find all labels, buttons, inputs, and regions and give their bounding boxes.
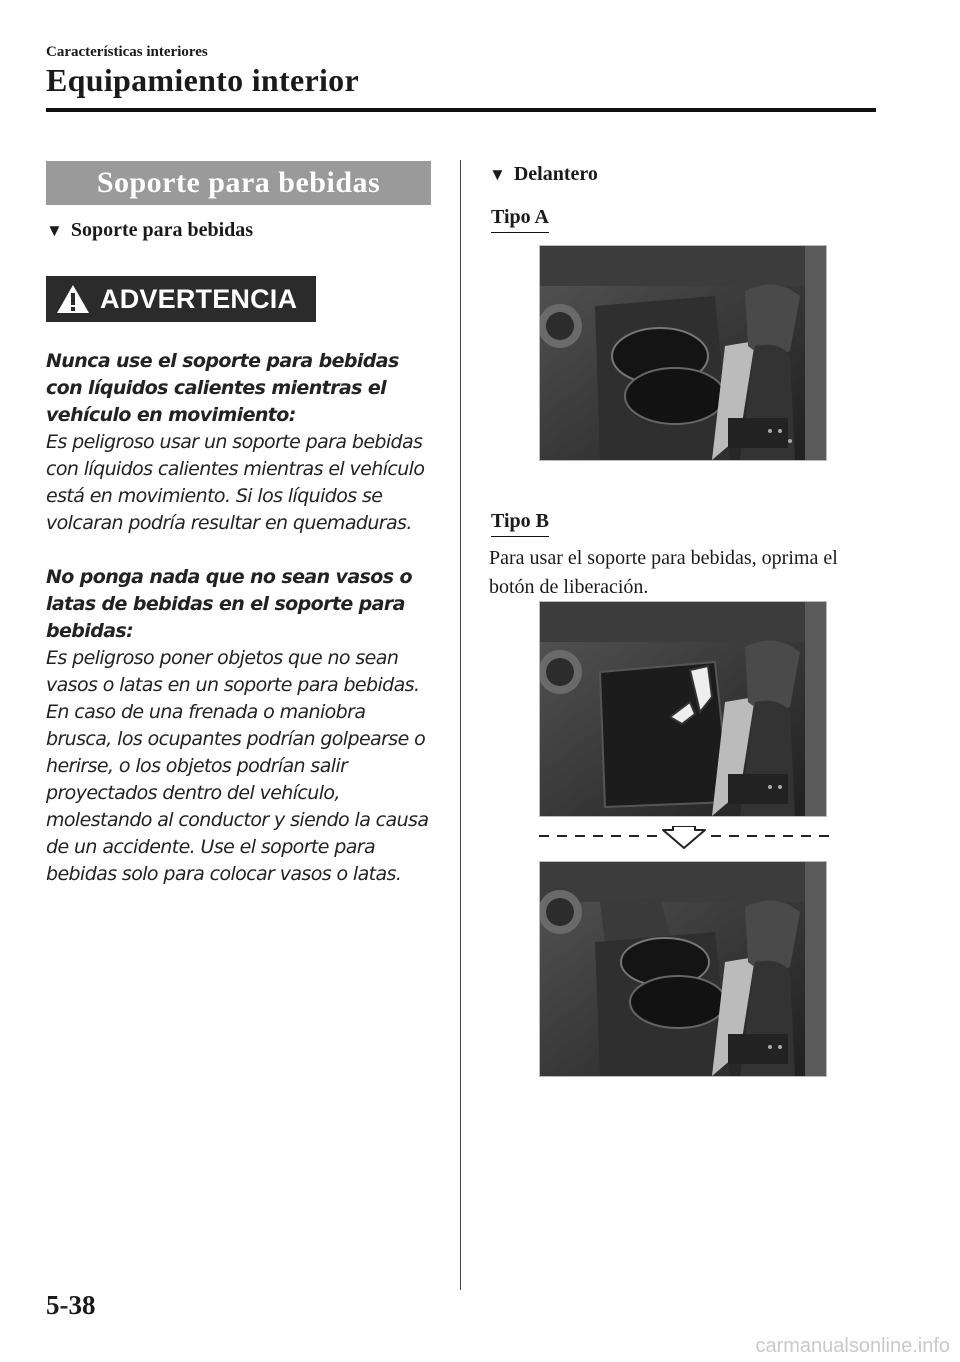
warning-label: ADVERTENCIA (100, 283, 298, 314)
watermark: carmanualsonline.info (755, 1335, 950, 1357)
triangle-down-icon: ▼ (489, 164, 506, 184)
cup-holder-photo-type-b-closed (539, 601, 827, 817)
dashed-separator (539, 826, 829, 852)
warning-title: No ponga nada que no sean vasos o latas de bebidas en el soporte para bebidas: (46, 566, 412, 642)
subheading-label: Delantero (513, 163, 598, 185)
subheading-front (489, 163, 598, 186)
warning-block-1 (46, 348, 436, 537)
page-number: 5-38 (46, 1290, 96, 1320)
type-a-label: Tipo A (491, 206, 549, 233)
subheading-label: Soporte para bebidas (70, 219, 254, 241)
header-rule (46, 108, 876, 112)
type-b-label: Tipo B (491, 510, 549, 537)
cup-holder-photo-type-b-open (539, 861, 827, 1077)
warning-title: Nunca use el soporte para bebidas con líquidos calientes mientras el vehículo en movimiento: (46, 350, 399, 426)
subheading-cup-holder (46, 219, 253, 242)
column-divider (460, 160, 461, 1290)
warning-body: Es peligroso poner objetos que no sean vasos o latas en un soporte para bebidas. En caso de una frenada o maniobra brusca, los ocupantes podrían golpearse o herirse, o los objetos podrían salir proyectados dentro del vehículo, molestando al conductor y siendo la causa de un accidente. Use el soporte para bebidas solo para colocar vasos o latas. (46, 647, 429, 885)
chapter-title: Equipamiento interior (46, 62, 359, 98)
type-b-instructions: Para usar el soporte para bebidas, oprima el botón de liberación. (489, 547, 838, 598)
warning-block-2 (46, 564, 436, 888)
arrow-down-icon (663, 826, 705, 848)
warning-icon (56, 284, 90, 314)
triangle-down-icon: ▼ (46, 220, 63, 240)
warning-label-box (46, 276, 316, 322)
cup-holder-photo-type-a (539, 245, 827, 461)
section-name: Características interiores (46, 44, 208, 60)
warning-body: Es peligroso usar un soporte para bebidas con líquidos calientes mientras el vehículo está en movimiento. Si los líquidos se volcaran podría resultar en quemaduras. (46, 431, 425, 534)
section-banner: Soporte para bebidas (46, 161, 431, 205)
